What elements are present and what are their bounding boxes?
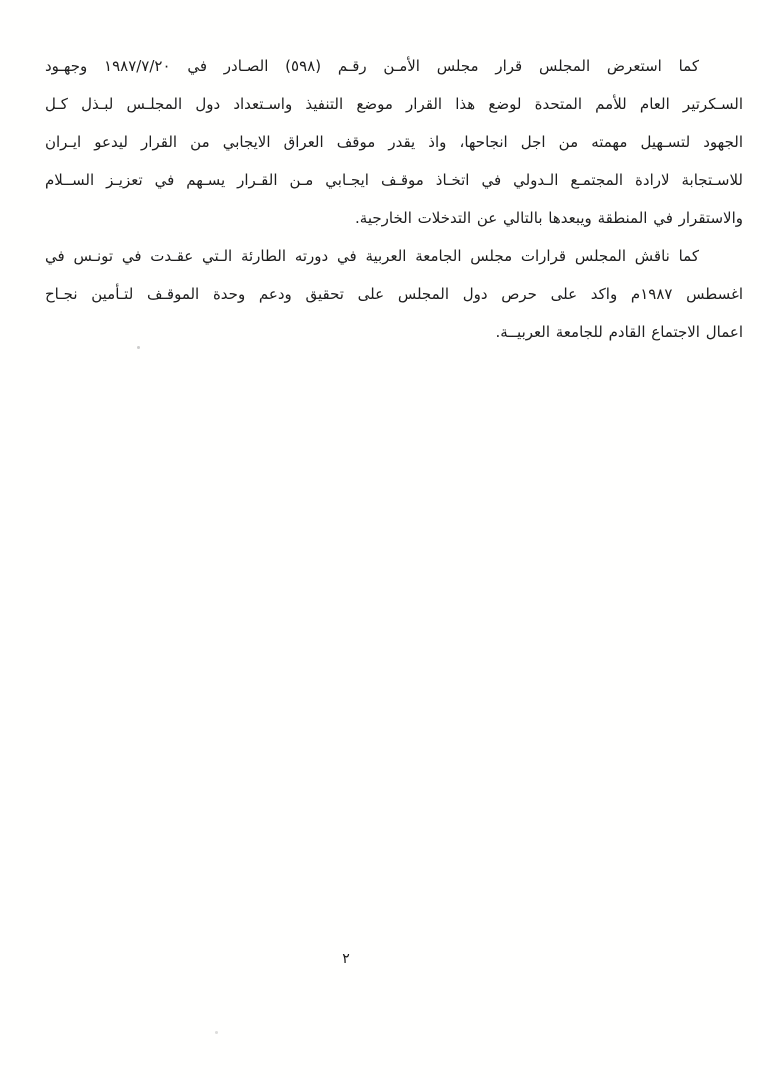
text-line: السـكرتير العام للأمم المتحدة لوضع هذا القرار موضع التنفيذ واسـتعداد دول المجلـس لبـذل كـل xyxy=(45,95,743,113)
scan-speck xyxy=(215,1031,218,1034)
text-line: الجهود لتسـهيل مهمته من اجل انجاحها، واذ يقدر موقف العراق الايجابي من القرار ليدعو ايـران xyxy=(45,133,743,151)
text-line: والاستقرار في المنطقة ويبعدها بالتالي عن التدخلات الخارجية. xyxy=(355,209,743,227)
scan-speck xyxy=(137,346,140,349)
paragraph-2 xyxy=(45,237,743,351)
page-number: ٢ xyxy=(342,951,350,967)
text-line: اغسطس ١٩٨٧م واكد على حرص دول المجلس على تحقيق ودعم وحدة الموقـف لتـأمين نجـاح xyxy=(45,285,743,303)
document-text-block xyxy=(45,47,743,351)
text-line: اعمال الاجتماع القادم للجامعة العربيــة. xyxy=(495,323,743,341)
text-line: كما استعرض المجلس قرار مجلس الأمـن رقـم (٥٩٨) الصـادر في ١٩٨٧/٧/٢٠ وجهـود xyxy=(45,57,699,75)
paragraph-1 xyxy=(45,47,743,237)
text-line: كما ناقش المجلس قرارات مجلس الجامعة العربية في دورته الطارئة الـتي عقـدت في تونـس في xyxy=(45,247,699,265)
text-line: للاسـتجابة لارادة المجتمـع الـدولي في اتخـاذ موقـف ايجـابي مـن القـرار يسـهم في تعزيـز الســلام xyxy=(45,171,743,189)
